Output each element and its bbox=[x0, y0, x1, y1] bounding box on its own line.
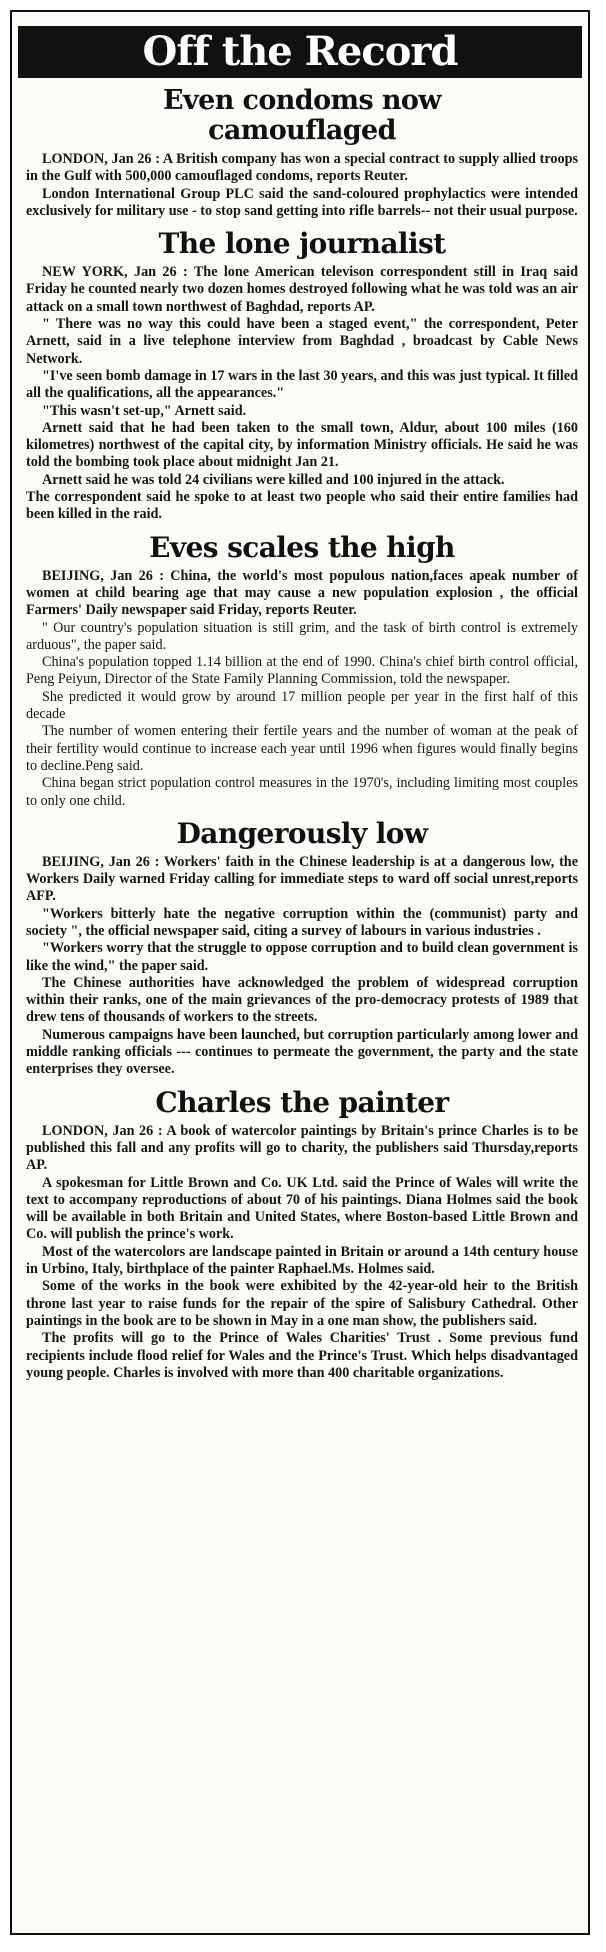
paragraph: The Chinese authorities have acknowledged the problem of widespread corruption within their ranks, one of the main grievances of the pro-democracy protests of 1989 that drew tens of thousands of workers to the streets. bbox=[26, 974, 578, 1026]
paragraph: Arnett said that he had been taken to the small town, Aldur, about 100 miles (160 kilometres) northwest of the capital city, by information Ministry officials. He said he was told the bombing took place about midnight Jan 21. bbox=[26, 419, 578, 471]
story-eves bbox=[12, 532, 588, 810]
headline: Charles the painter bbox=[155, 1085, 449, 1119]
headline: Dangerously low bbox=[176, 816, 428, 850]
paragraph: LONDON, Jan 26 : A British company has won a special contract to supply allied troops in the Gulf with 500,000 camouflaged condoms, reports Reuter. bbox=[26, 151, 578, 185]
masthead: Off the Record bbox=[18, 26, 582, 78]
paragraph: China's population topped 1.14 billion at the end of 1990. China's chief birth control official, Peng Peiyun, Director of the State Family Planning Commission, told the newspaper. bbox=[26, 654, 578, 688]
story-dangerously-low bbox=[12, 818, 588, 1079]
paragraph: BEIJING, Jan 26 : China, the world's most populous nation,faces apeak number of women at child bearing age that may cause a new population explosion , the official Farmers' Daily newspaper said Friday, reports Reuter. bbox=[26, 567, 578, 619]
paragraph: "Workers worry that the struggle to oppose corruption and to build clean government is like the wind," the paper said. bbox=[26, 940, 578, 974]
paragraph: China began strict population control measures in the 1970's, including limiting most couples to only one child. bbox=[26, 775, 578, 809]
paragraph: A spokesman for Little Brown and Co. UK Ltd. said the Prince of Wales will write the text to accompany reproductions of about 70 of his paintings. Diana Holmes said the book will be available in both Britain and United States, where Boston-based Little Brown and Co. will publish the prince's work. bbox=[26, 1174, 578, 1243]
paragraph: Some of the works in the book were exhibited by the 42-year-old heir to the British throne last year to raise funds for the repair of the spire of Salisbury Cathedral. Other paintings in the book are to be shown in May in a one man show, the publishers said. bbox=[26, 1278, 578, 1329]
paragraph: "I've seen bomb damage in 17 wars in the last 30 years, and this was just typical. It filled all the qualifications, all the appearances." bbox=[26, 367, 578, 402]
paragraph: Most of the watercolors are landscape painted in Britain or around a 14th century house in Urbino, Italy, birthplace of the painter Raphael.Ms. Holmes said. bbox=[26, 1243, 578, 1278]
story-condoms bbox=[12, 86, 588, 220]
story-charles-painter bbox=[12, 1087, 588, 1382]
clipping-page bbox=[10, 10, 590, 1935]
paragraph: "Workers bitterly hate the negative corruption within the (communist) party and society ", the official newspaper said, citing a survey of labours in various industries . bbox=[26, 905, 578, 939]
paragraph: Numerous campaigns have been launched, but corruption particularly among lower and middle ranking officials --- continues to permeate the government, the party and the state enterprises they oversee. bbox=[26, 1026, 578, 1078]
paragraph: LONDON, Jan 26 : A book of watercolor paintings by Britain's prince Charles is to be published this fall and any profits will go to charity, the publishers said Thursday,reports AP. bbox=[26, 1122, 578, 1174]
paragraph: " There was no way this could have been a staged event," the correspondent, Peter Arnett, said in a live telephone interview from Baghdad , broadcast by Cable News Network. bbox=[26, 316, 578, 367]
paragraph: " Our country's population situation is still grim, and the task of birth control is extremely arduous", the paper said. bbox=[26, 619, 578, 653]
paragraph: She predicted it would grow by around 17 million people per year in the first half of this decade bbox=[26, 688, 578, 723]
paragraph: Arnett said he was told 24 civilians were killed and 100 injured in the attack. bbox=[42, 471, 505, 488]
paragraph: The correspondent said he spoke to at least two people who said their entire families had been killed in the raid. bbox=[26, 489, 578, 523]
headline: Eves scales the high bbox=[149, 530, 455, 564]
story-lone-journalist bbox=[12, 228, 588, 523]
paragraph: BEIJING, Jan 26 : Workers' faith in the Chinese leadership is at a dangerous low, the Workers Daily warned Friday calling for immediate steps to ward off social unrest,reports AFP. bbox=[26, 853, 578, 905]
headline: Even condoms now camouflaged bbox=[163, 85, 441, 146]
paragraph: "This wasn't set-up," Arnett said. bbox=[42, 402, 247, 419]
paragraph: London International Group PLC said the sand-coloured prophylactics were intended exclusively for military use - to stop sand getting into rifle barrels-- not their usual purpose. bbox=[26, 185, 578, 219]
paragraph: NEW YORK, Jan 26 : The lone American televison correspondent still in Iraq said Friday he counted nearly two dozen homes destroyed following what he was told was an air attack on a small town northwest of Baghdad, reports AP. bbox=[26, 264, 578, 315]
paragraph: The profits will go to the Prince of Wales Charities' Trust . Some previous fund recipients include flood relief for Wales and the Prince's Trust. Which helps disadvantaged young people. Charles is involved with more than 400 charitable organizations. bbox=[26, 1330, 578, 1381]
headline: The lone journalist bbox=[158, 227, 446, 261]
paragraph: The number of women entering their fertile years and the number of woman at the peak of their fertility would continue to increase each year until 1996 when figures would finally begins to decline.Peng said. bbox=[26, 723, 578, 774]
